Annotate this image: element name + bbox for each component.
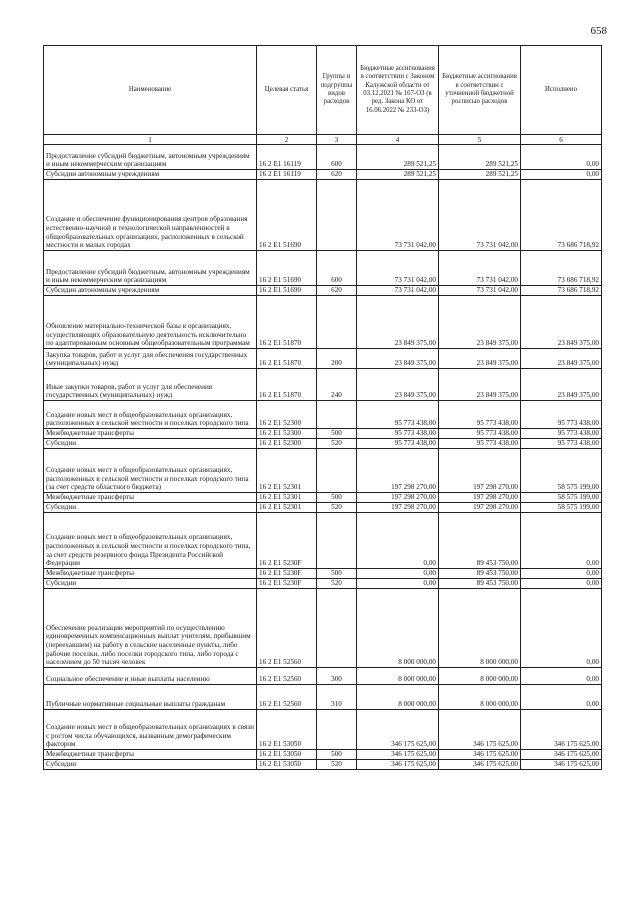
table-row (44, 569, 602, 579)
table-row (44, 439, 602, 449)
row-code: 16 2 E1 51870 (257, 349, 317, 369)
row-refined-amount: 346 175 625,00 (439, 750, 521, 760)
row-code: 16 2 E1 51690 (257, 251, 317, 286)
column-number: 5 (439, 135, 521, 145)
row-refined-amount: 73 731 042,00 (439, 180, 521, 251)
row-refined-amount: 197 298 270,00 (439, 503, 521, 513)
row-refined-amount: 95 773 438,00 (439, 439, 521, 449)
row-group: 310 (317, 685, 357, 710)
row-group: 500 (317, 750, 357, 760)
row-name: Создание и обеспечение функционирования центров образования естественно-научной и технологической направленностей в общеобразовательных организациях, расположенных в сельской местности и малых городах (44, 180, 257, 251)
row-refined-amount: 197 298 270,00 (439, 493, 521, 503)
row-name: Создание новых мест в общеобразовательных организациях, расположенных в сельской местности и поселках городского типа (44, 401, 257, 429)
table-row (44, 369, 602, 401)
row-code: 16 2 E1 5230F (257, 569, 317, 579)
row-refined-amount: 23 849 375,00 (439, 296, 521, 349)
row-code: 16 2 E1 52301 (257, 503, 317, 513)
row-refined-amount: 73 731 042,00 (439, 286, 521, 296)
row-executed-amount: 346 175 625,00 (521, 710, 602, 750)
row-refined-amount: 289 521,25 (439, 145, 521, 170)
row-code: 16 2 E1 53050 (257, 750, 317, 760)
row-group: 300 (317, 668, 357, 685)
row-law-amount: 0,00 (357, 579, 439, 589)
row-law-amount: 8 000 000,00 (357, 685, 439, 710)
column-number: 3 (317, 135, 357, 145)
row-name: Закупка товаров, работ и услуг для обеспечения государственных (муниципальных) нужд (44, 349, 257, 369)
row-law-amount: 197 298 270,00 (357, 449, 439, 493)
row-code: 16 2 E1 52300 (257, 439, 317, 449)
row-code: 16 2 E1 52301 (257, 493, 317, 503)
row-group: 500 (317, 493, 357, 503)
table-row (44, 429, 602, 439)
row-executed-amount: 73 686 718,92 (521, 286, 602, 296)
header-name: Наименование (44, 46, 257, 135)
row-refined-amount: 346 175 625,00 (439, 760, 521, 770)
row-group: 620 (317, 286, 357, 296)
row-code: 16 2 E1 53050 (257, 760, 317, 770)
row-law-amount: 95 773 438,00 (357, 439, 439, 449)
row-code: 16 2 E1 52300 (257, 429, 317, 439)
row-group: 500 (317, 569, 357, 579)
table-row (44, 750, 602, 760)
row-law-amount: 23 849 375,00 (357, 369, 439, 401)
row-name: Предоставление субсидий бюджетным, автономным учреждениям и иным некоммерческим организациям (44, 145, 257, 170)
row-executed-amount: 0,00 (521, 145, 602, 170)
row-refined-amount: 23 849 375,00 (439, 349, 521, 369)
row-law-amount: 0,00 (357, 513, 439, 569)
row-refined-amount: 89 453 750,00 (439, 569, 521, 579)
row-group (317, 296, 357, 349)
row-executed-amount: 58 575 199,00 (521, 503, 602, 513)
row-group: 520 (317, 760, 357, 770)
row-code: 16 2 E1 16119 (257, 145, 317, 170)
row-executed-amount: 95 773 438,00 (521, 401, 602, 429)
row-name: Межбюджетные трансферты (44, 429, 257, 439)
table-row (44, 145, 602, 170)
row-name: Субсидии автономным учреждениям (44, 170, 257, 180)
row-code: 16 2 E1 52560 (257, 589, 317, 668)
table-row (44, 170, 602, 180)
row-name: Межбюджетные трансферты (44, 569, 257, 579)
row-law-amount: 346 175 625,00 (357, 750, 439, 760)
row-executed-amount: 0,00 (521, 668, 602, 685)
row-executed-amount: 95 773 438,00 (521, 439, 602, 449)
row-code: 16 2 E1 5230F (257, 513, 317, 569)
row-executed-amount: 23 849 375,00 (521, 349, 602, 369)
row-refined-amount: 289 521,25 (439, 170, 521, 180)
row-name: Обновление материально-технической базы в организациях, осуществляющих образовательную деятельность исключительно по адаптированным основным общеобразовательным программам (44, 296, 257, 349)
header-executed: Исполнено (521, 46, 602, 135)
row-law-amount: 8 000 000,00 (357, 589, 439, 668)
row-executed-amount: 73 686 718,92 (521, 251, 602, 286)
row-group (317, 710, 357, 750)
row-executed-amount: 58 575 199,00 (521, 493, 602, 503)
row-law-amount: 0,00 (357, 569, 439, 579)
row-name: Создание новых мест в общеобразовательных организациях, расположенных в сельской местности и поселках городского типа, за счет средств резервного фонда Президента Российской Федерации (44, 513, 257, 569)
table-row (44, 579, 602, 589)
row-executed-amount: 23 849 375,00 (521, 369, 602, 401)
page-number: 658 (590, 25, 607, 37)
row-refined-amount: 89 453 750,00 (439, 513, 521, 569)
row-group (317, 513, 357, 569)
row-executed-amount: 0,00 (521, 685, 602, 710)
table-row (44, 449, 602, 493)
row-code: 16 2 E1 52300 (257, 401, 317, 429)
row-refined-amount: 346 175 625,00 (439, 710, 521, 750)
row-name: Субсидии (44, 760, 257, 770)
table-row (44, 589, 602, 668)
table-row (44, 286, 602, 296)
table-row (44, 513, 602, 569)
row-law-amount: 8 000 000,00 (357, 668, 439, 685)
row-name: Субсидии (44, 503, 257, 513)
table-row (44, 349, 602, 369)
table-row (44, 401, 602, 429)
row-code: 16 2 E1 51870 (257, 369, 317, 401)
row-executed-amount: 23 849 375,00 (521, 296, 602, 349)
row-group: 620 (317, 170, 357, 180)
row-name: Субсидии (44, 439, 257, 449)
row-law-amount: 289 521,25 (357, 170, 439, 180)
row-law-amount: 289 521,25 (357, 145, 439, 170)
row-code: 16 2 E1 5230F (257, 579, 317, 589)
row-group: 520 (317, 579, 357, 589)
row-executed-amount: 95 773 438,00 (521, 429, 602, 439)
row-executed-amount: 0,00 (521, 589, 602, 668)
row-executed-amount: 0,00 (521, 579, 602, 589)
row-code: 16 2 E1 53050 (257, 710, 317, 750)
row-refined-amount: 23 849 375,00 (439, 369, 521, 401)
row-law-amount: 95 773 438,00 (357, 401, 439, 429)
row-refined-amount: 8 000 000,00 (439, 685, 521, 710)
row-group: 520 (317, 439, 357, 449)
table-row (44, 251, 602, 286)
row-law-amount: 73 731 042,00 (357, 251, 439, 286)
row-group: 600 (317, 251, 357, 286)
row-name: Публичные нормативные социальные выплаты гражданам (44, 685, 257, 710)
row-refined-amount: 197 298 270,00 (439, 449, 521, 493)
row-law-amount: 23 849 375,00 (357, 296, 439, 349)
table-row (44, 710, 602, 750)
row-code: 16 2 E1 52560 (257, 685, 317, 710)
row-group: 200 (317, 349, 357, 369)
row-law-amount: 346 175 625,00 (357, 760, 439, 770)
row-refined-amount: 8 000 000,00 (439, 589, 521, 668)
header-refined: Бюджетные ассигнования в соответствии с уточненной бюджетной росписью расходов (439, 46, 521, 135)
row-law-amount: 73 731 042,00 (357, 286, 439, 296)
column-number: 6 (521, 135, 602, 145)
row-group: 500 (317, 429, 357, 439)
row-name: Создание новых мест в общеобразовательных организациях в связи с ростом числа обучающихся, вызванным демографическим фактором (44, 710, 257, 750)
table-row (44, 503, 602, 513)
header-target: Целевая статья (257, 46, 317, 135)
row-group: 600 (317, 145, 357, 170)
row-executed-amount: 0,00 (521, 513, 602, 569)
header-row (44, 46, 602, 135)
row-name: Межбюджетные трансферты (44, 493, 257, 503)
row-law-amount: 346 175 625,00 (357, 710, 439, 750)
row-refined-amount: 95 773 438,00 (439, 401, 521, 429)
row-executed-amount: 73 686 718,92 (521, 180, 602, 251)
row-executed-amount: 346 175 625,00 (521, 760, 602, 770)
row-code: 16 2 E1 52560 (257, 668, 317, 685)
table-row (44, 180, 602, 251)
table-row (44, 685, 602, 710)
row-code: 16 2 E1 51690 (257, 180, 317, 251)
table-row (44, 296, 602, 349)
row-executed-amount: 0,00 (521, 170, 602, 180)
row-name: Создание новых мест в общеобразовательных организациях, расположенных в сельской местности и поселках городского типа (за счет средств областного бюджета) (44, 449, 257, 493)
table-row (44, 760, 602, 770)
row-code: 16 2 E1 52301 (257, 449, 317, 493)
column-number-row (44, 135, 602, 145)
row-executed-amount: 0,00 (521, 569, 602, 579)
row-refined-amount: 95 773 438,00 (439, 429, 521, 439)
column-number: 1 (44, 135, 257, 145)
row-executed-amount: 58 575 199,00 (521, 449, 602, 493)
row-name: Межбюджетные трансферты (44, 750, 257, 760)
row-group: 520 (317, 503, 357, 513)
row-group (317, 401, 357, 429)
row-name: Обеспечение реализации мероприятий по осуществлению единовременных компенсационных выплат учителям, прибывшим (переехавшим) на работу в сельские населенные пункты, либо рабочие поселки, либо поселки городского типа, либо города с населением до 50 тысяч человек (44, 589, 257, 668)
row-name: Социальное обеспечение и иные выплаты населению (44, 668, 257, 685)
row-code: 16 2 E1 51870 (257, 296, 317, 349)
row-refined-amount: 89 453 750,00 (439, 579, 521, 589)
row-refined-amount: 73 731 042,00 (439, 251, 521, 286)
row-code: 16 2 E1 16119 (257, 170, 317, 180)
row-group (317, 449, 357, 493)
row-name: Субсидии (44, 579, 257, 589)
row-group (317, 589, 357, 668)
row-law-amount: 23 849 375,00 (357, 349, 439, 369)
row-law-amount: 73 731 042,00 (357, 180, 439, 251)
column-number: 4 (357, 135, 439, 145)
row-refined-amount: 8 000 000,00 (439, 668, 521, 685)
row-executed-amount: 346 175 625,00 (521, 750, 602, 760)
row-name: Иные закупки товаров, работ и услуг для обеспечения государственных (муниципальных) нужд (44, 369, 257, 401)
header-groups: Группы и подгруппы видов расходов (317, 46, 357, 135)
row-law-amount: 95 773 438,00 (357, 429, 439, 439)
row-group (317, 180, 357, 251)
header-law: Бюджетные ассигнования в соответствии с Законом Калужской области от 03.12.2021 № 167-ОЗ (в ред. Закона КО от 16.06.2022 № 233-ОЗ) (357, 46, 439, 135)
row-group: 240 (317, 369, 357, 401)
row-name: Предоставление субсидий бюджетным, автономным учреждениям и иным некоммерческим организациям (44, 251, 257, 286)
row-law-amount: 197 298 270,00 (357, 503, 439, 513)
row-code: 16 2 E1 51690 (257, 286, 317, 296)
row-law-amount: 197 298 270,00 (357, 493, 439, 503)
column-number: 2 (257, 135, 317, 145)
row-name: Субсидии автономным учреждениям (44, 286, 257, 296)
table-row (44, 668, 602, 685)
budget-table (43, 45, 602, 770)
table-row (44, 493, 602, 503)
